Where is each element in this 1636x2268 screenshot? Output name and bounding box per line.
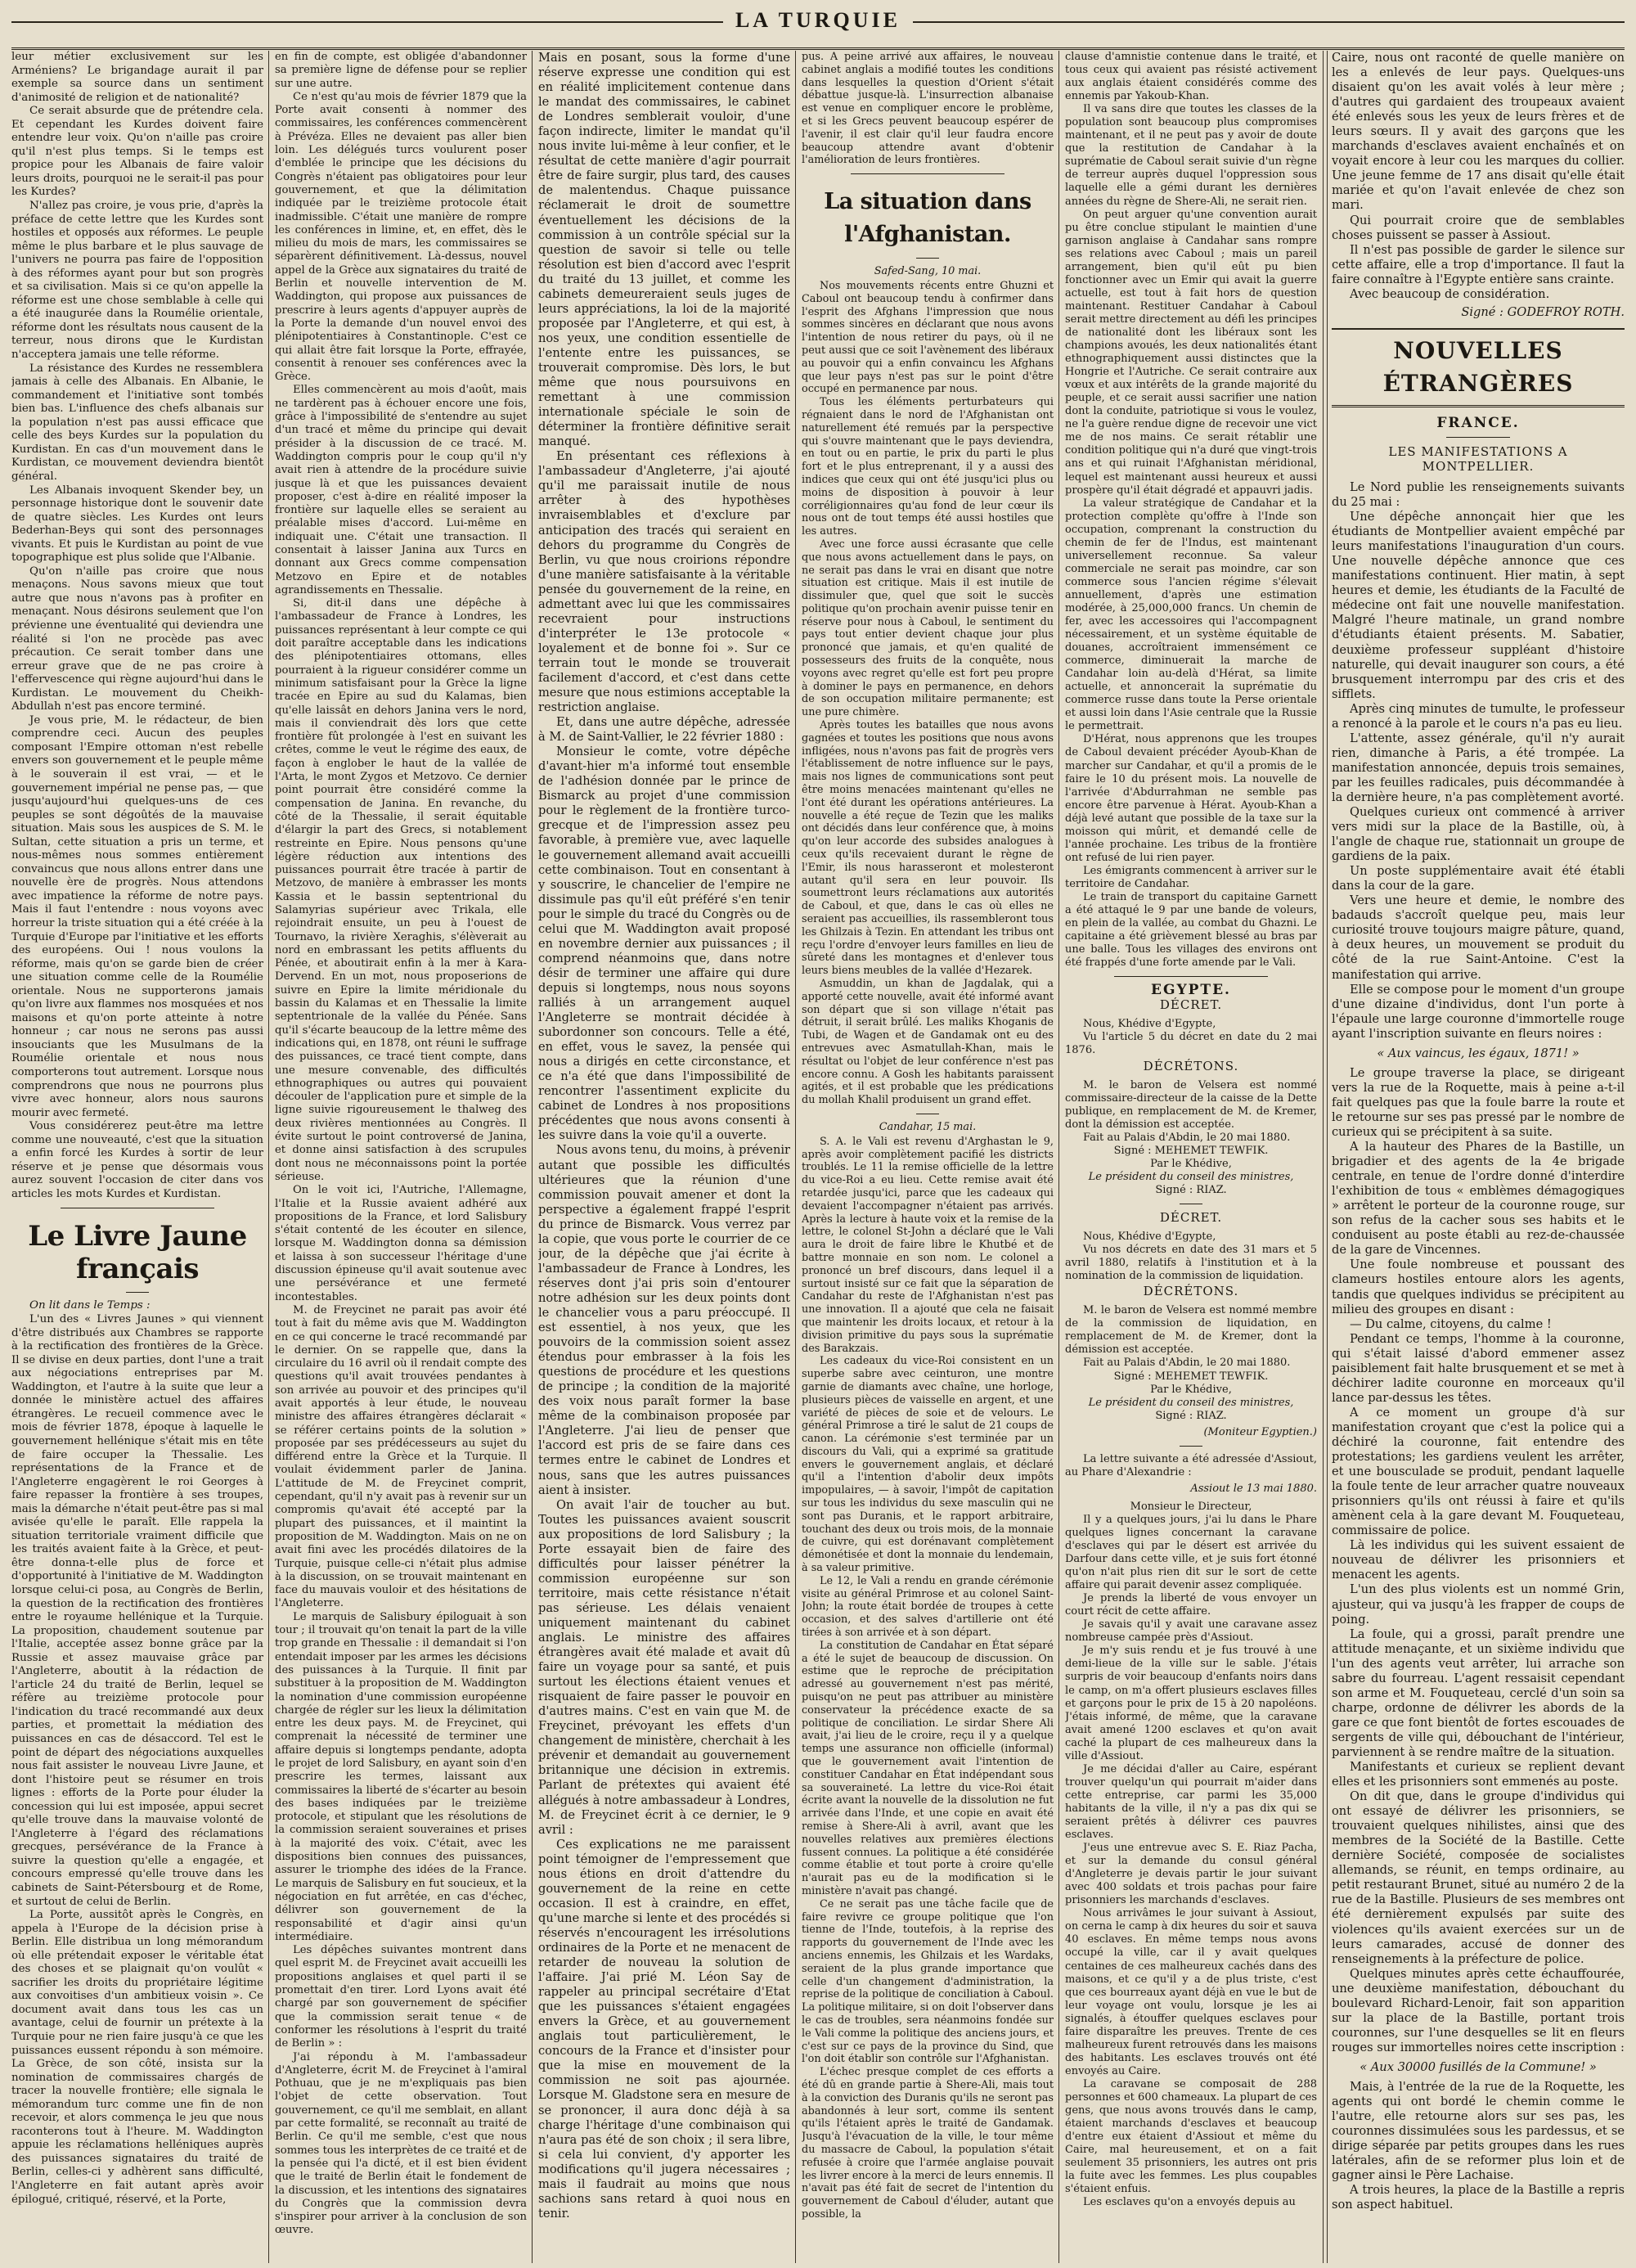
masthead-title: LA TURQUIE bbox=[735, 8, 901, 32]
column-separator bbox=[1058, 51, 1059, 2263]
paragraph: Les émigrants commencent à arriver sur le territoire de Candahar. bbox=[1065, 864, 1317, 890]
paragraph: La caravane se composait de 288 personnes et 600 chameaux. La plupart de ces gens, que nous avons trouvés dans le camp, étaient marchands d'esclaves et beaucoup d'entre eux étaient d'Assiout et même du Caire, mal heureusement, et on a fait seulement 35 prisonniers, les autres ont pris la fuite avec les femmes. Les plus coupables s'étaient enfuis. bbox=[1065, 2077, 1317, 2196]
signature: Signé : RIAZ. bbox=[1155, 1183, 1227, 1196]
paragraph: M. de Freycinet ne parait pas avoir été tout à fait du même avis que M. Waddington en ce qui concerne le tracé recommandé par le dernier. On se rappelle que, dans la circulaire du 16 avril où il rendait compte des questions qu'il avait trouvées pendantes à son arrivée au pouvoir et des principes qu'il avait apportés à leur étude, le nouveau ministre des affaires étrangères déclarait « se référer certains points de la solution » proposée par ses prédécesseurs au sujet du différend entre la Grèce et la Turquie. Il voulait évidemment parler de Janina. L'attitude de M. de Freycinet comprit, cependant, qu'il n'y avait pas à revenir sur un compromis qu'avait été accepté par la plupart des puissances, et il maintint la proposition de M. Waddington. Mais on ne on avait fini avec les procédés dilatoires de la Turquie, puisque celle-ci n'était plus admise à la discussion, on se trouvait maintenant en face du mauvais vouloir et des hésitations de l'Angleterre. bbox=[275, 1303, 527, 1610]
paragraph: Les Albanais invoquent Skender bey, un personnage historique dont le souvenir date de quatre siècles. Les Kurdes ont leurs Bederhan-Beys qui sont des personnages vivants. Et puis le Kurdistan au point de vue topographique est plus solide que l'Albanie. bbox=[11, 484, 263, 565]
paragraph: Nos mouvements récents entre Ghuzni et Caboul ont beaucoup tendu à confirmer dans l'esprit des Afghans l'impression que nous sommes sincères en déclarant que nous avons l'intention de nous retirer du pays, où il ne peut aussi que ce soit l'avènement des libéraux au pouvoir qui a enfin convaincu les Afghans que leur pays n'est pas sur le point d'être occupé en permanence par nous. bbox=[802, 279, 1054, 396]
paragraph: Qu'on n'aille pas croire que nous menaçons. Nous savons mieux que tout autre que nous n'avons pas à profiter en menaçant. Nous désirons seulement que l'on prévienne une éventualité qui deviendra une réalité si l'on ne procède pas avec précaution. Ce serait tomber dans une erreur grave que de ne pas croire à l'effervescence qui règne aujourd'hui dans le Kurdistan. Le mouvement du Cheikh-Abdullah n'est pas encore terminé. bbox=[11, 565, 263, 713]
paragraph: Tous les éléments perturbateurs qui régnaient dans le nord de l'Afghanistan ont naturellement été remués par la perspective qui s'ouvre maintenant que le pays deviendra, en tout ou en partie, le prix du parti le plus fort et le plus entreprenant, il y a aussi des indices que ceux qui ont été jusqu'ici plus ou moins de disposition à pouvoir à leur corréligionnaires qu'au fond de leur cœur ils nous ont de tout temps été aussi hostiles que les autres. bbox=[802, 396, 1054, 538]
signature: Signé : MEHEMET TEWFIK. bbox=[1113, 1370, 1269, 1383]
column-separator bbox=[532, 51, 533, 2263]
paragraph: Monsieur le comte, votre dépêche d'avant-hier m'a informé tout ensemble de l'adhésion donnée par le prince de Bismarck au projet d'une commission pour le règlement de la frontière turco-grecque et de l'impression assez peu favorable, à première vue, avec laquelle le gouvernement allemand avait accueilli cette combinaison. Tout en consentant à y souscrire, le chancelier de l'empire ne dissimule pas qu'il eût préféré s'en tenir pour le simple du tracé du Congrès ou de celui que M. Waddington avait proposé en novembre dernier aux puissances ; il comprend néanmoins que, dans notre désir de terminer une affaire qui dure depuis si longtemps, nous nous soyons ralliés à un arrangement auquel l'Angleterre se montrait décidée à subordonner son concours. Telle a été, en effet, vous le savez, la pensée qui nous a dirigés en cette circonstance, et ce n'a été que dans l'impossibilité de rencontrer l'assentiment explicite du cabinet de Londres à nos propositions précédentes que nous avons consenti à les suivre dans la voie qu'il a ouverte. bbox=[538, 745, 790, 1143]
paragraph: Vu l'article 5 du décret en date du 2 mai 1876. bbox=[1065, 1031, 1317, 1057]
paragraph: L'attente, assez générale, qu'il n'y aurait rien, dimanche à Paris, a été trompée. La manifestation annoncée, depuis trois semaines, par les feuilles radicales, puis décommandée à la dernière heure, n'a pas complètement avorté. bbox=[1332, 731, 1625, 804]
decret-heading: DÉCRET. bbox=[1159, 997, 1223, 1013]
paragraph: Quelques minutes après cette échauffourée, une deuxième manifestation, débouchant du boulevard Richard-Lenoir, fait son apparition sur la place de la Bastille, portant trois couronnes, sur l'une desquelles se lit en fleurs rouges sur immortelles noires cette inscription : bbox=[1332, 1966, 1625, 2054]
paragraph: Vous considérerez peut-être ma lettre comme une nouveauté, c'est que la situation a enfin forcé les Kurdes à sortir de leur réserve et je pense que désormais vous aurez souvent l'occasion de citer dans vos articles les mots Kurdes et Kurdistan. bbox=[11, 1120, 263, 1200]
paragraph: Je m'y suis rendu et je fus trouvé à une demi-lieue de la ville sur le sable. J'étais surpris de voir beaucoup d'enfants noirs dans le camp, on m'a offert plusieurs esclaves filles et garçons pour le prix de 15 à 20 napoléons. J'étais informé, de même, que la caravane avait amené 1200 esclaves et qu'on avait caché la plupart de ces malheureux dans la ville d'Assiout. bbox=[1065, 1645, 1317, 1762]
paragraph: Caire, nous ont raconté de quelle manière on les a enlevés de leur pays. Quelques-uns disaient qu'on les avait volés à leur mère ; d'autres qui gardaient des troupeaux avaient été enlevés sous les yeux de leurs frères et de leurs sœurs. Il y avait des garçons que les marchands d'esclaves avaient enchaînés et on voyait encore à leur cou les marques du collier. Une jeune femme de 17 ans disait qu'elle était mariée et qu'on l'avait enlevée de chez son mari. bbox=[1332, 51, 1625, 213]
paragraph: Le train de transport du capitaine Garnett a été attaqué le 9 par une bande de voleurs, en plein de la vallée, au combat du Ghazni. Le capitaine a été grièvement blessé au bras par une balle. Tous les villages des environs ont été frappés d'une forte amende par le Vali. bbox=[1065, 891, 1317, 970]
paragraph: Les dépêches suivantes montrent dans quel esprit M. de Freycinet avait accueilli les propositions anglaises et quel parti il se promettait d'en tirer. Lord Lyons avait été chargé par son gouvernement de spécifier que la commission serait tenue « de conformer les résolutions à l'esprit du traité de Berlin » : bbox=[275, 1944, 527, 2050]
decretons-heading: DÉCRÉTONS. bbox=[1143, 1284, 1239, 1299]
paragraph: Asmuddin, un khan de Jagdalak, qui a apporté cette nouvelle, avait été informé avant son départ que si son village n'était pas détruit, il serait brûlé. Les maliks Khoganis de Tubi, de Wagen et de Gandamak ont eu des entrevues avec Asmatullah-Khan, mais le résultat ou l'objet de leur conférence n'est pas encore connu. A Gosh les habitants paraissent agités, et il est probable que les prédications du mollah Khalil produisent un grand effet. bbox=[802, 978, 1054, 1107]
signature-title: Le président du conseil des ministres, bbox=[1088, 1170, 1294, 1183]
nouvelles-etrangeres-title: NOUVELLES ÉTRANGÈRES bbox=[1382, 336, 1574, 397]
column-separator bbox=[268, 51, 269, 2263]
column-3 bbox=[538, 51, 790, 2263]
paragraph: Ce serait absurde que de prétendre cela. Et cependant les Kurdes doivent faire entendre leur voix. Qu'on n'aille pas croire qu'il n'est plus temps. Si le temps est propice pour les Albanais de faire valoir leurs droits, pourquoi ne le serait-il pas pour les Kurdes? bbox=[11, 105, 263, 199]
paragraph: La résistance des Kurdes ne ressemblera jamais à celle des Albanais. En Albanie, le commandement et l'initiative sont tombés bien bas. L'influence des chefs albanais sur la population n'est pas aussi efficace que celle des beys Kurdes sur la population du Kurdistan. En cas d'un mouvement dans le Kurdistan, ce mouvement deviendra bientôt général. bbox=[11, 362, 263, 483]
paragraph: Fait au Palais d'Abdin, le 20 mai 1880. bbox=[1083, 1131, 1291, 1144]
paragraph: Nous arrivâmes le jour suivant à Assiout, on cerna le camp à dix heures du soir et sauva 40 esclaves. En même temps nous avons occupé la ville, car il y avait quelques centaines de ces malheureux cachés dans des maisons, et ce qu'il y a de plus triste, c'est que ces bourreaux ayant déjà en vue le but de leur voyage ont voulu, lorsque je les ai signalés, à étouffer quelques esclaves pour faire disparaître les preuves. Trente de ces malheureux furent retrouvés dans les maisons des habitants. Les esclaves trouvés ont été envoyés au Caire. bbox=[1065, 1907, 1317, 2077]
paragraph: Après cinq minutes de tumulte, le professeur a renoncé à la parole et le cours n'a pas eu lieu. bbox=[1332, 701, 1625, 731]
divider bbox=[1180, 1446, 1202, 1447]
paragraph: Pendant ce temps, l'homme à la couronne, qui s'était laissé d'abord emmener assez paisiblement fait halte brusquement et se met à déchirer ladite couronne en morceaux qu'il lance par-dessus les têtes. bbox=[1332, 1331, 1625, 1405]
inscription-quote: « Aux 30000 fusillés de la Commune! » bbox=[1360, 2059, 1597, 2074]
masthead bbox=[11, 0, 1625, 50]
paragraph: L'un des « Livres Jaunes » qui viennent d'être distribués aux Chambres se rapporte à la rectification des frontières de la Grèce. Il se divise en deux parties, dont l'une a trait aux négociations entreprises par M. Waddington, et l'autre à la suite que leur a donnée le ministère actuel des affaires étrangères. Le recueil commence avec le mois de février 1878, époque à laquelle le gouvernement hellénique s'était mis en tête de faire occuper la Thessalie. Les représentations de la France et de l'Angleterre engagèrent le roi Georges à faire repasser la frontière à ses troupes, mais la démarche n'était peut-être pas si mal avisée qu'elle le paraît. Elle rappela la situation territoriale vraiment difficile que les traités avaient faite à la Grèce, et peut-être donna-t-elle plus de force et d'opportunité à l'initiative de M. Waddington lorsque celui-ci posa, au Congrès de Berlin, la question de la rectification des frontières entre le royaume hellénique et la Turquie. La proposition, chaudement soutenue par l'Italie, acceptée assez bonne grâce par la Russie et assez mauvaise grâce par l'Angleterre, aboutit à la rédaction de l'article 24 du traité de Berlin, lequel se réfère au treizième protocole pour l'indication du tracé recommandé aux deux parties, et promettait la médiation des puissances en cas de désaccord. Tel est le point de départ des négociations auxquelles nous fait assister le nouveau Livre Jaune, et dont l'histoire peut se résumer en trois lignes : efforts de la Porte pour éluder la concession qui lui est imposée, appui secret qu'elle trouve dans la mauvaise volonté de l'Angleterre à l'égard des réclamations grecques, persévérance de la France à suivre la question qu'elle a engagée, et concours empressé qu'elle trouve dans les cabinets de Saint-Pétersbourg et de Rome, et surtout de celui de Berlin. bbox=[11, 1313, 263, 1908]
paragraph: Là les individus qui les suivent essaient de nouveau de délivrer les prisonniers et menacent les agents. bbox=[1332, 1538, 1625, 1582]
paragraph: Et, dans une autre dépêche, adressée à M. de Saint-Vallier, le 22 février 1880 : bbox=[538, 715, 790, 745]
paragraph: L'échec presque complet de ces efforts a été dû en grande partie à Shere-Ali, mais tout à la conviction des Duranis qu'ils ne seront pas abandonnés à leur sort, comme ils sentent qu'ils l'étaient après le traité de Gandamak. Jusqu'à l'évacuation de la ville, le tour même du massacre de Caboul, la population s'était refusée à croire que l'armée anglaise pouvait les livrer encore à la merci de leurs ennemis. Il n'avait pas été fait de secret de l'intention du gouvernement de Caboul d'éluder, autant que possible, la bbox=[802, 2066, 1054, 2221]
paragraph: Si, dit-il dans une dépêche à l'ambassadeur de France à Londres, les puissances représentant à leur compte ce qui doit paraître acceptable dans les indications des plénipotentiaires ottomans, elles pourraient à la rigueur considérer comme un minimum satisfaisant pour la Grèce la ligne tracée en Epire au sud du Kalamas, bien qu'elle laissât en dehors Janina vers le nord, mais il conviendrait dès lors que cette frontière fût prolongée à l'est en suivant les crêtes, comme le veut le régime des eaux, de façon à englober le haut de la vallée de l'Arta, le mont Zygos et Metzovo. Ce dernier point pourrait être considéré comme la compensation de Janina. En revanche, du côté de la Thessalie, il serait équitable d'élargir la part des Grecs, si notablement restreinte en Epire. Nous pensons qu'une légère réduction aux intentions des puissances pourrait être tracée à partir de Metzovo, de manière à embrasser les monts Kassia et le bassin septentrional du Salamyrias supérieur avec Trikala, elle rejoindrait ensuite, un peu à l'ouest de Tournavo, la rivière Xeraghis, s'élèverait au nord en embrassant les petits affluents du Pénée, et aboutirait enfin à la mer à Kara-Dervend. En un mot, nous proposerions de suivre en Epire la limite méridionale du bassin du Kalamas et en Thessalie la limite septentrionale de la vallée du Pénée. Sans qu'il s'écarte beaucoup de la lettre même des indications qui, en 1878, ont réuni le suffrage des puissances, ce tracé tient compte, dans une mesure convenable, des difficultés ethnographiques ou autres qui pouvaient découler de l'application pure et simple de la ligne suivie rigoureusement le thalweg des deux rivières mentionnées au Congrès. Il évite surtout le point controversé de Janina, et donne ainsi satisfaction à des scrupules dont nous ne méconnaissons point la portée sérieuse. bbox=[275, 597, 527, 1183]
paragraph: Je vous prie, M. le rédacteur, de bien comprendre ceci. Aucun des peuples composant l'Empire ottoman n'est rebelle envers son gouvernement et le peuple même à le souverain il est vrai, — et le gouvernement impérial ne pense pas, — que jusqu'aujourd'hui quelques-uns de ces peuples se sont dégoûtés de la mauvaise situation. Mais sous les auspices de S. M. le Sultan, cette situation a pris un terme, et nous-mêmes nous sommes entièrement convaincus que nous allons entrer dans une nouvelle ère de progrès. Nous attendons avec impatience la réforme de notre pays. Mais il faut l'entendre : nous voyons avec horreur la triste situation qui a été créée à la Turquie d'Europe par l'initiative et les efforts des européens. Oui ! nous voulons la réforme, mais qu'on se garde bien de créer une situation comme celle de la Roumélie orientale. Nous ne supporterons jamais qu'on livre aux flammes nos mosquées et nos maisons et qu'on porte atteinte à notre honneur ; car nous ne serons pas aussi insouciants que les Musulmans de la Roumélie orientale et nous nous comporterons tout autrement. Lorsque nous comprendrons que nous ne pourrons plus vivre avec honneur, alors nous saurons mourir avec fermeté. bbox=[11, 713, 263, 1119]
paragraph: La Porte, aussitôt après le Congrès, en appela à l'Europe de la décision prise à Berlin. Elle distribua un long mémorandum où elle prétendait exposer le véritable état des choses et se plaignait qu'on voulût « sacrifier les droits du propriétaire légitime aux convoitises d'un ambitieux voisin ». Ce document avait dans tous les cas un avantage, celui de fournir un prétexte à la Turquie pour ne rien faire jusqu'à ce que les puissances eussent répondu à son mémoire. La Grèce, de son côté, insista sur la nomination de commissaires chargés de tracer la nouvelle frontière; elle signala le mémorandum turc comme une fin de non recevoir, et alors commença le jeu que nous raconterons tout à l'heure. M. Waddington appuie les réclamations helléniques auprès des puissances signataires du traité de Berlin, celles-ci y adhèrent sans difficulté, l'Angleterre en fait autant après avoir épilogué, critiqué, réservé, et la Porte, bbox=[11, 1909, 263, 2206]
dateline: Safed-Sang, 10 mai. bbox=[874, 265, 982, 278]
france-heading: FRANCE. bbox=[1436, 414, 1520, 431]
paragraph: Quelques curieux ont commencé à arriver vers midi sur la place de la Bastille, où, à l'angle de chaque rue, stationnait un groupe de gardiens de la paix. bbox=[1332, 805, 1625, 864]
source-credit: (Moniteur Egyptien.) bbox=[1203, 1425, 1317, 1438]
column-separator bbox=[1323, 51, 1328, 2263]
paragraph: Ce n'est qu'au mois de février 1879 que la Porte avait consenti à nommer des commissaires, les conférences commencèrent à Prévéza. Elles ne devaient pas aller bien loin. Les délégués turcs voulurent poser d'emblée le principe que les décisions du Congrès n'étaient pas obligatoires pour leur gouvernement, et que la délimitation indiquée par le treizième protocole était inadmissible. C'était une manière de rompre les conférences in limine, et, en effet, dès le milieu du mois de mars, les commissaires se séparèrent définitivement. Là-dessus, nouvel appel de la Grèce aux signataires du traité de Berlin et nouvelle intervention de M. Waddington, qui propose aux puissances de prescrire à leurs agents d'appuyer auprès de la Porte la demande d'un nouvel envoi des plénipotentiaires à Constantinople. C'est ce qui allait être fait lorsque la Porte, effrayée, consentit à renouer ses conférences avec la Grèce. bbox=[275, 90, 527, 384]
signature-label: Par le Khédive, bbox=[1150, 1383, 1232, 1396]
paragraph: en fin de compte, est obligée d'abandonner sa première ligne de défense pour se replier sur une autre. bbox=[275, 51, 527, 90]
livre-jaune-title: Le Livre Jaune français bbox=[28, 1220, 247, 1286]
paragraph: Les esclaves qu'on a envoyés depuis au bbox=[1083, 2196, 1296, 2209]
divider bbox=[851, 173, 1005, 174]
column-1 bbox=[11, 51, 263, 2263]
signature: Signé : RIAZ. bbox=[1155, 1409, 1227, 1422]
divider bbox=[1114, 976, 1268, 977]
masthead-rule-right bbox=[913, 21, 1625, 23]
signature-label: Par le Khédive, bbox=[1150, 1157, 1232, 1170]
paragraph: Ces explications ne me paraissent point témoigner de l'empressement que nous étions en droit d'attendre du gouvernement de la reine en cette occasion. Il est à craindre, en effet, qu'une marche si lente et des procédés si réservés n'encouragent les irrésolutions ordinaires de la Porte et ne menacent de retarder de nouveau la solution de l'affaire. J'ai prié M. Léon Say de rappeler au principal secrétaire d'Etat que les puissances s'étaient engagées envers la Grèce, et au gouvernement anglais tout particulièrement, le concours de la France et d'insister pour que la mise en mouvement de la commission ne soit pas ajournée. Lorsque M. Gladstone sera en mesure de se prononcer, il aura donc déjà à sa charge l'héritage d'une combinaison qui n'aura pas été de son choix ; il sera libre, si cela lui convient, d'y apporter les modifications qu'il jugera nécessaires ; mais il faudrait au moins que nous sachions sans retard à quoi nous en tenir. bbox=[538, 1837, 790, 2221]
paragraph: Le Nord publie les renseignements suivants du 25 mai : bbox=[1332, 479, 1625, 510]
divider bbox=[1446, 437, 1510, 438]
paragraph: Avec une force aussi écrasante que celle que nous avons actuellement dans le pays, on ne serait pas dans le vrai en disant que notre situation est critique. Mais il est inutile de dissimuler que, quel que soit le succès politique qu'on prochain avenir puisse tenir en réserve pour nous à Caboul, le sentiment du pays tout entier devient chaque jour plus prononcé que jamais, et qu'en qualité de possesseurs des fruits de la conquête, nous voyons avec regret qu'elle est fort peu propre à dominer le pays en permanence, en dehors de son occupation militaire permanente; est une pure chimère. bbox=[802, 538, 1054, 719]
paragraph: L'un des plus violents est un nommé Grin, ajusteur, qui va jusqu'à les frapper de coups de poing. bbox=[1332, 1582, 1625, 1627]
paragraph: Un poste supplémentaire avait été établi dans la cour de la gare. bbox=[1332, 864, 1625, 893]
paragraph: On dit que, dans le groupe d'individus qui ont essayé de délivrer les prisonniers, se trouvaient quelques nihilistes, ainsi que des membres de la Société de la Bastille. Cette dernière Société, composée de socialistes allemands, se réunit, en temps ordinaire, au petit restaurant Brunet, situé au numéro 2 de la rue de la Bastille. Plusieurs de ses membres ont été dernièrement expulsés par suite des violences qu'ils avaient exercées sur un de leurs camarades, accusé de donner des renseignements à la préfecture de police. bbox=[1332, 1789, 1625, 1966]
decret-heading: DÉCRET. bbox=[1159, 1209, 1223, 1225]
letter-salutation: Monsieur le Directeur, bbox=[1130, 1500, 1252, 1513]
paragraph: La valeur stratégique de Candahar et la protection complète qu'offre à l'Inde son occupation, comprenant la construction du chemin de fer de l'Indus, est maintenant universellement reconnue. Sa valeur commerciale ne serait pas moindre, car son commerce sous l'ancien régime s'élevait annuellement, d'après une estimation modérée, à 25,000,000 francs. Un chemin de fer, avec les accessoires qui l'accompagnent nécessairement, et un système équitable de douanes, accroîtraient immensément ce commerce, diminuerait la marche de Candahar loin au-delà d'Hérat, sa limite actuelle, et annoncerait la suprématie du commerce russe dans toute la Perse orientale et aussi loin dans l'Asie centrale que la Russie le permettrait. bbox=[1065, 497, 1317, 733]
paragraph: leur métier exclusivement sur les Arméniens? Le brigandage aurait il par exemple sa source dans un sentiment d'animosité de religion et de nationalité? bbox=[11, 51, 263, 104]
decretons-heading: DÉCRÉTONS. bbox=[1143, 1058, 1239, 1073]
france-subheading: LES MANIFESTATIONS A MONTPELLIER. bbox=[1388, 443, 1568, 474]
paragraph: Je me décidai d'aller au Caire, espérant trouver quelqu'un qui pourrait m'aider dans cette entreprise, car parmi les 35,000 habitants de la ville, il n'y a pas dix qui se seraient prêtés à délivrer ces pauvres esclaves. bbox=[1065, 1762, 1317, 1842]
paragraph: Il y a quelques jours, j'ai lu dans le Phare quelques lignes concernant la caravane d'esclaves qui par le désert est arrivée du Darfour dans cette ville, et je suis fort étonné qu'on n'ait plus rien dit sur le sort de cette affaire qui parait devenir assez compliquée. bbox=[1065, 1513, 1317, 1592]
paragraph: J'ai répondu à M. l'ambassadeur d'Angleterre, écrit M. de Freycinet à l'amiral Pothuau, que je ne m'expliquais pas bien l'objet de cette observation. Tout gouvernement, ce qu'il me semblait, en allant par cette formalité, se reconnaît au traité de Berlin. Ce qu'il me semble, c'est que nous sommes tous les interprètes de ce traité et de la pensée qui l'a dicté, et il est bien évident que le traité de Berlin était le fondement de la discussion, et les intentions des signataires du Congrès que la commission devra s'inspirer pour arriver à la conclusion de son œuvre. bbox=[275, 2050, 527, 2237]
paragraph: M. le baron de Velsera est nommé commissaire-directeur de la caisse de la Dette publique, en remplacement de M. de Kremer, dont la démission est acceptée. bbox=[1065, 1078, 1317, 1131]
afghanistan-title: La situation dans l'Afghanistan. bbox=[824, 189, 1031, 248]
divider bbox=[916, 258, 939, 259]
paragraph: Elles commencèrent au mois d'août, mais ne tardèrent pas à échouer encore une fois, grâce à l'impossibilité de s'entendre au sujet d'un tracé et même du principe qui devait présider à la discussion de ce tracé. M. Waddington compris pour le coup qu'il n'y avait rien à attendre de la procédure suivie jusque là et que les puissances devaient proposer, c'est à-dire en réalité imposer la frontière sur laquelle elles se seraient au préalable mises d'accord. Lui-même en indiquait une. C'était une transaction. Il consentait à laisser Janina aux Turcs en donnant aux Grecs comme compensation Metzovo en Epire et de notables agrandissements en Thessalie. bbox=[275, 384, 527, 596]
dateline: Candahar, 15 mai. bbox=[879, 1120, 977, 1133]
paragraph: Qui pourrait croire que de semblables choses puissent se passer à Assiout. bbox=[1332, 213, 1625, 242]
paragraph: On avait l'air de toucher au but. Toutes les puissances avaient souscrit aux propositions de lord Salisbury ; la Porte essayait bien de faire des difficultés pour laisser pénétrer la commission européenne sur son territoire, mais cette résistance n'était pas sérieuse. Les délais venaient uniquement maintenant du cabinet anglais. Le ministre des affaires étrangères avait été malade et avait dû faire un voyage pour sa santé, et puis surtout les élections étaient venues et risquaient de faire passer le pouvoir en d'autres mains. C'est en vain que M. de Freycinet, prévoyant les effets d'un changement de ministère, cherchait à les prévenir et demandait au gouvernement britannique une décision in extremis. Parlant de prétextes qui avaient été allégués à notre ambassadeur à Londres, M. de Freycinet écrit à ce dernier, le 9 avril : bbox=[538, 1497, 790, 1837]
paragraph: Avec beaucoup de considération. bbox=[1350, 286, 1550, 301]
paragraph: Manifestants et curieux se replient devant elles et les prisonniers sont emmenés au poste. bbox=[1332, 1760, 1625, 1789]
paragraph: J'eus une entrevue avec S. E. Riaz Pacha, et sur la demande du consul général d'Angleterre je devais partir le jour suivant avec 400 soldats et trois pachas pour faire prisonniers les marchands d'esclaves. bbox=[1065, 1842, 1317, 1907]
paragraph: On le voit ici, l'Autriche, l'Allemagne, l'Italie et la Russie avaient adhéré aux propositions de la France, et lord Salisbury s'était contenté de les écouter en silence, lorsque M. Waddington donna sa démission et laissa à son successeur l'héritage d'une discussion épineuse qu'il avait soutenue avec une persévérance et une fermeté incontestables. bbox=[275, 1184, 527, 1303]
paragraph: Vu nos décrets en date des 31 mars et 5 avril 1880, relatifs à l'institution et à la nomination de la commission de liquidation. bbox=[1065, 1244, 1317, 1283]
paragraph: — Du calme, citoyens, du calme ! bbox=[1350, 1316, 1552, 1331]
paragraph: Nous avons tenu, du moins, à prévenir autant que possible les difficultés ultérieures que la réunion d'une commission pouvait amener et dont la perspective a également frappé l'esprit du prince de Bismarck. Vous verrez par la copie, que vous porte le courrier de ce jour, de la dépêche que j'ai écrite à l'ambassadeur de France à Londres, les réserves dont j'ai pris soin d'entourer notre adhésion sur les deux points dont le chancelier vous a paru préoccupé. Il est essentiel, à nos yeux, que les pouvoirs de la commission soient assez étendus pour embrasser à la fois les questions de procédure et les questions de principe ; la condition de la majorité des voix nous paraît former la base même de la combinaison proposée par l'Angleterre. J'ai lieu de penser que l'accord est pris de se faire dans ces termes entre le cabinet de Londres et nous, sans que les autres puissances aient à insister. bbox=[538, 1143, 790, 1497]
columns bbox=[11, 51, 1625, 2263]
paragraph: Mais, à l'entrée de la rue de la Roquette, les agents qui ont bordé le chemin comme le l'autre, elle retourne alors sur ses pas, les couronnes dissimulées sous les pardessus, et se dirige séparée par petits groupes dans les rues latérales, afin de se reformer plus loin et de gagner ainsi le Père Lachaise. bbox=[1332, 2080, 1625, 2183]
paragraph: Nous, Khédive d'Egypte, bbox=[1083, 1231, 1216, 1244]
column-4 bbox=[802, 51, 1054, 2263]
paragraph: Une foule nombreuse et poussant des clameurs hostiles entoure alors les agents, tandis que quelques individus se précipitent au milieu des groupes en disant : bbox=[1332, 1258, 1625, 1316]
column-5 bbox=[1065, 51, 1317, 2263]
paragraph: Le groupe traverse la place, se dirigeant vers la rue de la Roquette, mais à peine a-t-il fait quelques pas que la foule barre la route et le retourne sur ses pas pressé par le nombre de curieux qui se précipitent à sa suite. bbox=[1332, 1065, 1625, 1139]
paragraph: Après toutes les batailles que nous avons gagnées et toutes les positions que nous avons infligées, nous n'avons pas fait de progrès vers l'établissement de notre influence sur le pays, mais nos lignes de communications sont peut être moins menacées maintenant qu'elles ne l'ont été durant les opérations antérieures. La nouvelle a été reçue de Tezin que les maliks ont décidés dans leur conférence que, à moins qu'on leur accorde des subsides analogues à ceux qu'ils recevaient durant le règne de l'Emir, ils nous harasseront et molesteront autant qu'il sera en leur pouvoir. Ils soumettront leurs réclamations aux autorités de Caboul, et que, dans le cas où elles ne seraient pas accueillies, ils rassembleront tous les Ghilzais à Tezin. En attendant les tribus ont reçu l'ordre d'envoyer leurs familles en lieu de sûreté dans les montagnes et d'enlever tous leurs biens meubles de la vallée d'Hezarek. bbox=[802, 719, 1054, 978]
paragraph: Une dépêche annonçait hier que les étudiants de Montpellier avaient empêché par leurs manifestations l'inauguration d'un cours. Une nouvelle dépêche annonce que ces manifestations continuent. Hier matin, à sept heures et demie, les étudiants de la Faculté de médecine ont fait une nouvelle manifestation. Malgré l'heure matinale, un grand nombre d'étudiants étaient présents. M. Sabatier, deuxième professeur suppléant d'histoire naturelle, qui devait inaugurer son cours, a été brusquement interrompu par des cris et des sifflets. bbox=[1332, 510, 1625, 701]
paragraph: Je savais qu'il y avait une caravane assez nombreuse campée près d'Assiout. bbox=[1065, 1618, 1317, 1645]
signature-title: Le président du conseil des ministres, bbox=[1088, 1396, 1294, 1409]
paragraph: A trois heures, la place de la Bastille a repris son aspect habituel. bbox=[1332, 2183, 1625, 2212]
paragraph: Vers une heure et demie, le nombre des badauds s'accroît quelque peu, mais leur curiosité trouve toujours maigre pâture, quand, à deux heures, un mouvement se produit du côté de la rue Saint-Antoine. C'est la manifestation qui arrive. bbox=[1332, 893, 1625, 982]
paragraph: Les cadeaux du vice-Roi consistent en un superbe sabre avec ceinturon, une montre garnie de diamants avec chaîne, une horloge, plusieurs pièces de vaisselle en argent, et une variété de pièces de soie et de velours. Le général Primrose a tiré le salut de 21 coups de canon. La cérémonie s'est terminée par un discours du Vali, qui a exprimé sa gratitude envers le gouvernement anglais, et déclaré qu'il a l'intention d'abolir deux impôts impopulaires, — à savoir, l'impôt de capitation sur tous les individus du sexe masculin qui ne sont pas Duranis, et le rapport arbitraire, touchant des deux ou trois mois, de la monnaie de cuivre, qui est dorénavant complètement démonétisée et dont la monnaie du lendemain, à sa valeur primitive. bbox=[802, 1355, 1054, 1575]
paragraph: Ce ne serait pas une tâche facile que de faire revivre ce groupe politique que l'on tienne de l'Inde, toutefois, à la reprise des rapports du gouvernement de l'Inde avec les anciens ennemis, les Ghilzais et les Wardaks, seraient de la plus grande importance que celle d'un changement d'administration, la reprise de la politique de conciliation à Caboul. La politique militaire, si on doit l'observer dans le cas de troubles, sera néanmoins fondée sur le Vali comme la politique des anciens jours, et c'est sur ce pays de la province du Sind, que l'on doit établir son contrôle sur l'Afghanistan. bbox=[802, 1897, 1054, 2066]
letter-date: Assiout le 13 mai 1880. bbox=[1190, 1482, 1317, 1495]
paragraph: N'allez pas croire, je vous prie, d'après la préface de cette lettre que les Kurdes sont hostiles et opposés aux réformes. Le peuple même le plus barbare et le plus sauvage de l'univers ne pourra pas faire de l'opposition à des réformes ayant pour but son progrès et sa civilisation. Mais si ce qu'on appelle la réforme est une chose semblable à celle qui a été inaugurée dans la Roumélie orientale, réforme dont les résultats nous causent de la terreur, nous dirons que le Kurdistan n'acceptera jamais une telle réforme. bbox=[11, 200, 263, 362]
paragraph: On peut arguer qu'une convention aurait pu être conclue stipulant le maintien d'une garnison anglaise à Candahar sans rompre ses relations avec Caboul ; mais un pareil arrangement, bien qu'il eût pu bien fonctionner avec un Emir qui avait la guerre actuelle, est tout à fait hors de question maintenant. Restituer Candahar à Caboul serait mettre directement au défi les principes de nationalité dont les libéraux sont les champions avoués, les deux nationalités étant ethnographiquement aussi distinctes que la Hongrie et l'Autriche. Ce serait contraire aux vœux et aux intérêts de la grande majorité du peuple, et ce serait aussi sacrifier une nation dont la conduite, patriotique si vous le voulez, ne l'a guère rendue digne de recevoir une vict me de nos mains. Ce serait rétablir une condition politique qui n'a duré que vingt-trois ans et qui ruinait l'Afghanistan méridional, lequel est maintenant aussi heureux et aussi prospère qu'il était dégradé et appauvri jadis. bbox=[1065, 208, 1317, 497]
paragraph: Le marquis de Salisbury épiloguait à son tour ; il trouvait qu'on tenait la part de la ville trop grande en Thessalie : il demandait si l'on entendait imposer par les armes les décisions des puissances à la Turquie. Il finit par substituer à la proposition de M. Waddington la nomination d'une commission européenne chargée de régler sur les lieux la délimitation entre les deux pays. M. de Freycinet, qui comprenait la nécessité de terminer une affaire depuis si longtemps pendante, adopta le projet de lord Salisbury, en ayant soin d'en prescrire les termes, laissant aux commissaires la liberté de s'écarter au besoin des bases indiquées par le treizième protocole, et stipulant que les résolutions de la commission seraient souveraines et prises à la majorité des voix. C'était, avec les dispositions bien connues des puissances, assurer le triomphe des idées de la France. Le marquis de Salisbury en fut soucieux, et la négociation en fut arrêtée, en cas d'échec, délivrer son gouvernement de la responsabilité et d'agir ainsi qu'un intermédiaire. bbox=[275, 1610, 527, 1943]
column-6 bbox=[1332, 51, 1625, 2263]
paragraph: A la hauteur des Phares de la Bastille, un brigadier et des agents de la 4e brigade centrale, en tenue de l'ordre donné d'interdire l'exhibition de tous « emblèmes démagogiques » arrêtent le porteur de la couronne rouge, sur son refus de la cacher sous ses habits et le conduisent au poste établi au rez-de-chaussée de la gare de Vincennes. bbox=[1332, 1140, 1625, 1258]
divider bbox=[126, 1292, 149, 1293]
nouvelles-etrangeres-box bbox=[1332, 328, 1625, 407]
column-separator bbox=[795, 51, 796, 2263]
egypte-heading: EGYPTE. bbox=[1151, 982, 1231, 999]
paragraph: Il n'est pas possible de garder le silence sur cette affaire, elle a trop d'importance. Il faut la faire connaître à l'Egypte entière sans crainte. bbox=[1332, 242, 1625, 286]
paragraph: clause d'amnistie contenue dans le traité, et tous ceux qui avaient pas résisté activement aux anglais étaient considérés comme des ennemis par Yakoub-Khan. bbox=[1065, 51, 1317, 103]
paragraph: A ce moment un groupe d'à sur manifestation croyant que c'est la police qui a déchiré la couronne, fait entendre des protestations; les gardiens veulent les arrêter, et une bousculade se produit, pendant laquelle la foule tente de leur arracher quatre nouveaux prisonniers qu'ils ont réussi à faire et qu'ils amènent cela à la gare devant M. Fouqueteau, commissaire de police. bbox=[1332, 1405, 1625, 1538]
paragraph: D'Hérat, nous apprenons que les troupes de Caboul devaient précéder Ayoub-Khan de marcher sur Candahar, et qu'il a promis de le faire le 10 du présent mois. La nouvelle de l'arrivée d'Abdurrahman ne semble pas encore être parvenue à Hérat. Ayoub-Khan a déjà levé autant que possible de la taxe sur la moisson qui mûrit, et demandé celle de l'année prochaine. Les tribus de la frontière ont refusé de lui rien payer. bbox=[1065, 733, 1317, 864]
paragraph: M. le baron de Velsera est nommé membre de la commission de liquidation, en remplacement de M. de Kremer, dont la démission est acceptée. bbox=[1065, 1304, 1317, 1357]
signature: Signé : MEHEMET TEWFIK. bbox=[1113, 1144, 1269, 1157]
paragraph: La lettre suivante a été adressée d'Assiout, au Phare d'Alexandrie : bbox=[1065, 1452, 1317, 1478]
livre-jaune-intro: On lit dans le Temps : bbox=[29, 1299, 151, 1312]
column-2 bbox=[275, 51, 527, 2263]
paragraph: La foule, qui a grossi, paraît prendre une attitude menaçante, et un sixième individu que l'un des agents veut arrêter, lui arrache son sabre du fourreau. L'agent ressaisit cependant son arme et M. Fouqueteau, cerclé d'un soin sa charpe, ordonne de délivrer les abords de la gare ce que font bientôt de fortes escouades de sergents de ville qui, débouchant de l'intérieur, parviennent à se rendre maître de la situation. bbox=[1332, 1627, 1625, 1759]
paragraph: Je prends la liberté de vous envoyer un court récit de cette affaire. bbox=[1065, 1592, 1317, 1618]
paragraph: Il va sans dire que toutes les classes de la population sont beaucoup plus compromises maintenant, et il ne peut pas y avoir de doute que la restitution de Candahar à la suprématie de Caboul serait suivie d'un règne de terreur auprès duquel l'oppression sous laquelle elle a gémi durant les dernières années du règne de Shere-Ali, ne serait rien. bbox=[1065, 103, 1317, 208]
paragraph: Le 12, le Vali a rendu en grande cérémonie visite au général Primrose et au colonel Saint-John; la route était bordée de troupes à cette occasion, et des salves d'artillerie ont été tirées à son arrivée et à son départ. bbox=[802, 1574, 1054, 1640]
paragraph: En présentant ces réflexions à l'ambassadeur d'Angleterre, j'ai ajouté qu'il me paraissait inutile de nous arrêter à des hypothèses invraisemblables et d'exclure par anticipation des tracés qui seraient en dehors du programme du Congrès de Berlin, vu que nous croirions répondre d'une manière satisfaisante à la véritable pensée du gouvernement de la reine, en admettant avec lui que les commissaires recevraient pour instructions d'interpréter le 13e protocole « loyalement et de bonne foi ». Sur ce terrain tout le monde se trouverait facilement d'accord, et c'est dans cette mesure que nous estimions acceptable la restriction anglaise. bbox=[538, 449, 790, 715]
paragraph: Nous, Khédive d'Egypte, bbox=[1083, 1018, 1216, 1031]
paragraph: S. A. le Vali est revenu d'Arghastan le 9, après avoir complètement pacifié les districts troublés. Le 11 la remise officielle de la lettre du vice-Roi a eu lieu. Cette remise avait été retardée jusqu'ici, parce que les cadeaux qui devaient l'accompagner n'étaient pas arrivés. Après la lecture à haute voix et la remise de la lettre, le colonel St-John a déclaré que le Vali aura le droit de faire libre le Khutbé et de battre monnaie en son nom. Le colonel a prononcé un bref discours, dans lequel il a surtout insisté sur ce fait que la séparation de Candahar du reste de l'Afghanistan n'est pas une innovation. Il a ajouté que cela ne faisait que maintenir les droits locaux, et retour à la division primitive du pays sous la suprématie des Barakzais. bbox=[802, 1135, 1054, 1355]
paragraph: Elle se compose pour le moment d'un groupe d'une dizaine d'individus, dont l'un porte à l'épaule une large couronne d'immortelle rouge ayant l'inscription suivante en fleurs noires : bbox=[1332, 982, 1625, 1041]
signature: Signé : GODEFROY ROTH. bbox=[1461, 304, 1625, 319]
paragraph: Fait au Palais d'Abdin, le 20 mai 1880. bbox=[1083, 1357, 1291, 1370]
paragraph: Mais en posant, sous la forme d'une réserve expresse une condition qui est en réalité implicitement contenue dans le mandat des commissaires, le cabinet de Londres semblerait vouloir, d'une façon indirecte, limiter le mandat qu'il nous invite lui-même à leur confier, et le résultat de cette manière d'agir pourrait être de faire surgir, plus tard, des causes de malentendus. Chaque puissance réclamerait le droit de soumettre éventuellement les décisions de la commission à un contrôle spécial sur la question de savoir si telle ou telle résolution est bien d'accord avec l'esprit du traité du 13 juillet, et comme les cabinets demeureraient seuls juges de leurs appréciations, la loi de la majorité proposée par l'Angleterre, et qui est, à nos yeux, une condition essentielle de l'entente entre les puissances, se trouverait compromise. Dès lors, le but même que nous poursuivons en remettant à une commission internationale spéciale le soin de déterminer la frontière définitive serait manqué. bbox=[538, 51, 790, 449]
paragraph: pus. A peine arrivé aux affaires, le nouveau cabinet anglais a modifié toutes les conditions dans lesquelles la question d'Orient s'était débattue jusque-là. L'insurrection albanaise est venue en compliquer encore le problème, et si les Grecs peuvent beaucoup espérer de l'avenir, il est clair qu'il leur faudra encore beaucoup attendre avant d'obtenir l'amélioration de leurs frontières. bbox=[802, 51, 1054, 167]
kurdes-letter-body bbox=[11, 51, 263, 1201]
paragraph: La constitution de Candahar en État séparé a été le sujet de beaucoup de discussion. On estime que le reproche de précipitation adressé au gouvernement n'est pas mérité, puisqu'on ne peut pas attribuer au ministère conservateur la précédence exacte de sa politique de conciliation. Le sirdar Shere Ali avait, j'ai lieu de le croire, reçu il y a quelque temps une assurance non officielle (informal) que le gouvernement avait l'intention de constituer Candahar en État indépendant sous sa souveraineté. La lettre du vice-Roi était écrite avant la nouvelle de la dissolution ne fut arrivée dans l'Inde, et une copie en avait été remise à Shere-Ali à avril, avant que les nouvelles relatives aux premières élections fussent connues. La politique a été considérée comme établie et tout porte à croire qu'elle n'aurait pas eu de la modification si le ministère n'avait pas changé. bbox=[802, 1639, 1054, 1897]
inscription-quote: « Aux vaincus, les égaux, 1871! » bbox=[1377, 1046, 1580, 1060]
